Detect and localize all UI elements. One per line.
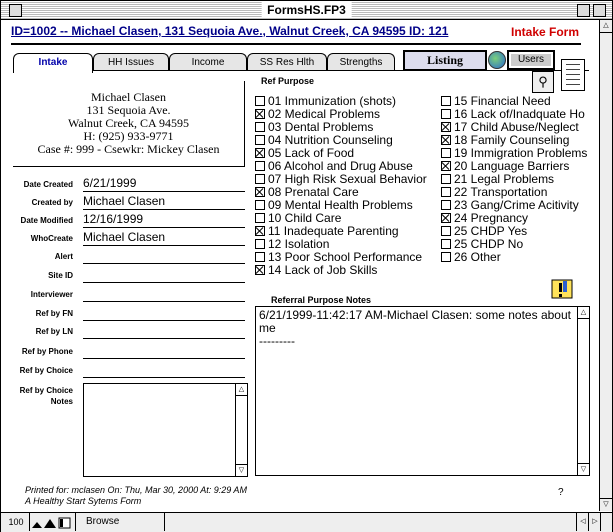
field-date-created[interactable]: 6/21/1999 xyxy=(83,175,245,192)
checkbox[interactable] xyxy=(441,252,451,262)
ref-purpose-label: 04 Nutrition Counseling xyxy=(268,133,393,147)
field-whocreate[interactable]: Michael Clasen xyxy=(83,229,245,246)
ref-purpose-label: 07 High Risk Sexual Behavior xyxy=(268,172,427,186)
label-ref-by-phone: Ref by Phone xyxy=(21,347,73,356)
scroll-down-arrow-icon[interactable]: ▽ xyxy=(600,498,612,511)
label-ref-by-choice: Ref by Choice xyxy=(19,366,73,375)
checkbox[interactable] xyxy=(255,187,265,197)
ref-purpose-item[interactable] xyxy=(255,264,427,277)
checkbox[interactable] xyxy=(441,213,451,223)
address-block xyxy=(13,81,245,167)
checkbox[interactable] xyxy=(255,239,265,249)
record-header: ID=1002 -- Michael Clasen, 131 Sequoia Ave., Walnut Creek, CA 94595 ID: 121 xyxy=(11,24,449,38)
ref-purpose-label: 12 Isolation xyxy=(268,237,330,251)
client-city: Walnut Creek, CA 94595 xyxy=(67,116,190,130)
checkbox[interactable] xyxy=(255,252,265,262)
checkbox[interactable] xyxy=(441,148,451,158)
client-phone: H: (925) 933-9771 xyxy=(83,129,174,143)
scroll-up-arrow-icon[interactable]: △ xyxy=(236,384,247,396)
ref-purpose-label: 22 Transportation xyxy=(454,185,548,199)
label-date-created: Date Created xyxy=(23,180,73,189)
checkbox[interactable] xyxy=(255,200,265,210)
document-icon[interactable] xyxy=(561,59,585,91)
ref-purpose-label: 23 Gang/Crime Acitivity xyxy=(454,198,579,212)
tab-baseline xyxy=(13,70,589,71)
ref-purpose-label: 08 Prenatal Care xyxy=(268,185,359,199)
checkbox[interactable] xyxy=(255,174,265,184)
ref-purpose-label: 26 Other xyxy=(454,250,501,264)
alert-note-icon[interactable] xyxy=(549,277,575,301)
checkbox[interactable] xyxy=(441,161,451,171)
ref-purpose-column-1 xyxy=(255,95,427,277)
ref-choice-notes-field[interactable] xyxy=(83,383,248,477)
checkbox[interactable] xyxy=(441,226,451,236)
checkbox[interactable] xyxy=(255,213,265,223)
magnifier-icon[interactable]: ⚲ xyxy=(532,71,554,93)
label-alert: Alert xyxy=(54,252,73,261)
tab-hh-issues[interactable]: HH Issues xyxy=(93,53,169,71)
collapse-box[interactable] xyxy=(593,4,606,17)
label-interviewer: Interviewer xyxy=(30,290,73,299)
client-street: 131 Sequoia Ave. xyxy=(86,103,171,117)
scroll-down-arrow-icon[interactable]: ▽ xyxy=(236,464,247,476)
ref-purpose-label: 24 Pregnancy xyxy=(454,211,529,225)
referral-notes-field[interactable] xyxy=(255,306,590,476)
label-date-modified: Date Modified xyxy=(20,216,73,225)
ref-purpose-label: 01 Immunization (shots) xyxy=(268,94,397,108)
label-ref-by-ln: Ref by LN xyxy=(35,327,73,336)
checkbox[interactable] xyxy=(441,239,451,249)
checkbox[interactable] xyxy=(255,109,265,119)
title-bar[interactable] xyxy=(1,1,612,20)
checkbox[interactable] xyxy=(255,161,265,171)
checkbox[interactable] xyxy=(255,96,265,106)
checkbox[interactable] xyxy=(255,265,265,275)
mode-selector[interactable]: Browse xyxy=(75,513,165,531)
referral-notes-title: Referral Purpose Notes xyxy=(271,295,372,305)
field-ref-by-phone[interactable] xyxy=(83,342,245,359)
ref-purpose-item[interactable] xyxy=(441,251,589,264)
ref-purpose-label: 09 Mental Health Problems xyxy=(268,198,413,212)
checkbox[interactable] xyxy=(441,96,451,106)
scroll-down-arrow-icon[interactable]: ▽ xyxy=(578,463,589,475)
tab-strengths[interactable]: Strengths xyxy=(327,53,395,71)
zoom-box[interactable] xyxy=(577,4,590,17)
ref-purpose-label: 19 Immigration Problems xyxy=(454,146,588,160)
field-alert[interactable] xyxy=(83,247,245,264)
ref-purpose-label: 16 Lack of/Inadquate Ho xyxy=(454,107,585,121)
field-ref-by-choice[interactable] xyxy=(83,361,245,378)
ref-purpose-label: 02 Medical Problems xyxy=(268,107,381,121)
ref-purpose-label: 17 Child Abuse/Neglect xyxy=(454,120,579,134)
printed-info: Printed for: mclasen On: Thu, Mar 30, 2000 At: 9:29 AM xyxy=(25,485,247,495)
field-ref-by-ln[interactable] xyxy=(83,322,245,339)
client-name: Michael Clasen xyxy=(91,90,166,104)
tab-income[interactable]: Income xyxy=(169,53,247,71)
label-ref-by-fn: Ref by FN xyxy=(35,309,73,318)
checkbox[interactable] xyxy=(441,135,451,145)
ref-purpose-label: 11 Inadequate Parenting xyxy=(268,224,399,238)
zoom-level[interactable]: 100 xyxy=(3,513,30,531)
ref-purpose-label: 15 Financial Need xyxy=(454,95,551,108)
field-interviewer[interactable] xyxy=(83,285,245,302)
listing-button[interactable]: Listing xyxy=(403,50,487,71)
help-mark[interactable]: ? xyxy=(558,487,564,498)
ref-purpose-label: 06 Alcohol and Drug Abuse xyxy=(268,159,413,173)
field-date-modified[interactable]: 12/16/1999 xyxy=(83,211,245,228)
ref-choice-notes-scrollbar[interactable] xyxy=(235,384,247,476)
label-created-by: Created by xyxy=(31,198,73,207)
header-divider xyxy=(11,43,581,45)
ref-purpose-label: 18 Family Counseling xyxy=(454,133,570,147)
label-ref-by-choice-notes: Ref by Choice Notes xyxy=(19,386,73,406)
scroll-up-arrow-icon[interactable]: △ xyxy=(578,307,589,319)
ref-purpose-column-2 xyxy=(441,95,589,264)
ref-purpose-label: 21 Legal Problems xyxy=(454,172,555,186)
form-title: Intake Form xyxy=(511,25,580,39)
ref-purpose-label: 03 Dental Problems xyxy=(268,120,374,134)
window-title: FormsHS.FP3 xyxy=(261,2,352,18)
checkbox[interactable] xyxy=(255,135,265,145)
ref-purpose-label: 25 CHDP Yes xyxy=(454,224,528,238)
checkbox[interactable] xyxy=(441,122,451,132)
field-ref-by-fn[interactable] xyxy=(83,304,245,321)
globe-icon[interactable] xyxy=(488,51,506,69)
form-subtitle: A Healthy Start Sytems Form xyxy=(25,496,142,506)
scroll-right-arrow-icon[interactable]: ▷ xyxy=(588,513,601,531)
scroll-left-arrow-icon[interactable]: ◁ xyxy=(576,513,589,531)
ref-purpose-title: Ref Purpose xyxy=(261,76,315,86)
zoom-controls-icon[interactable] xyxy=(31,516,71,529)
checkbox[interactable] xyxy=(441,109,451,119)
field-created-by[interactable]: Michael Clasen xyxy=(83,193,245,210)
window-vertical-scrollbar[interactable] xyxy=(599,20,612,511)
checkbox[interactable] xyxy=(441,200,451,210)
ref-purpose-label: 10 Child Care xyxy=(268,211,342,225)
field-site-id[interactable] xyxy=(83,266,245,283)
users-button[interactable]: Users xyxy=(508,51,554,69)
ref-purpose-label: 20 Language Barriers xyxy=(454,159,570,173)
checkbox[interactable] xyxy=(255,226,265,236)
referral-notes-text: 6/21/1999-11:42:17 AM-Michael Clasen: some notes about me --------- xyxy=(259,308,571,348)
checkbox[interactable] xyxy=(255,148,265,158)
checkbox[interactable] xyxy=(255,122,265,132)
ref-purpose-label: 25 CHDP No xyxy=(454,237,524,251)
close-box[interactable] xyxy=(9,4,22,17)
resize-handle-icon[interactable] xyxy=(600,513,613,531)
scroll-up-arrow-icon[interactable]: △ xyxy=(600,20,612,33)
client-case: Case #: 999 - Csewkr: Mickey Clasen xyxy=(37,142,220,156)
status-bar xyxy=(1,512,612,532)
tab-intake[interactable]: Intake xyxy=(13,53,93,73)
referral-notes-scrollbar[interactable] xyxy=(577,307,589,475)
ref-purpose-label: 05 Lack of Food xyxy=(268,146,355,160)
label-whocreate: WhoCreate xyxy=(30,234,73,243)
checkbox[interactable] xyxy=(441,187,451,197)
ref-purpose-label: 14 Lack of Job Skills xyxy=(268,263,378,277)
ref-purpose-label: 13 Poor School Performance xyxy=(268,250,423,264)
tab-ss-res-hlth[interactable]: SS Res Hlth xyxy=(247,53,327,71)
checkbox[interactable] xyxy=(441,174,451,184)
label-site-id: Site ID xyxy=(48,271,73,280)
